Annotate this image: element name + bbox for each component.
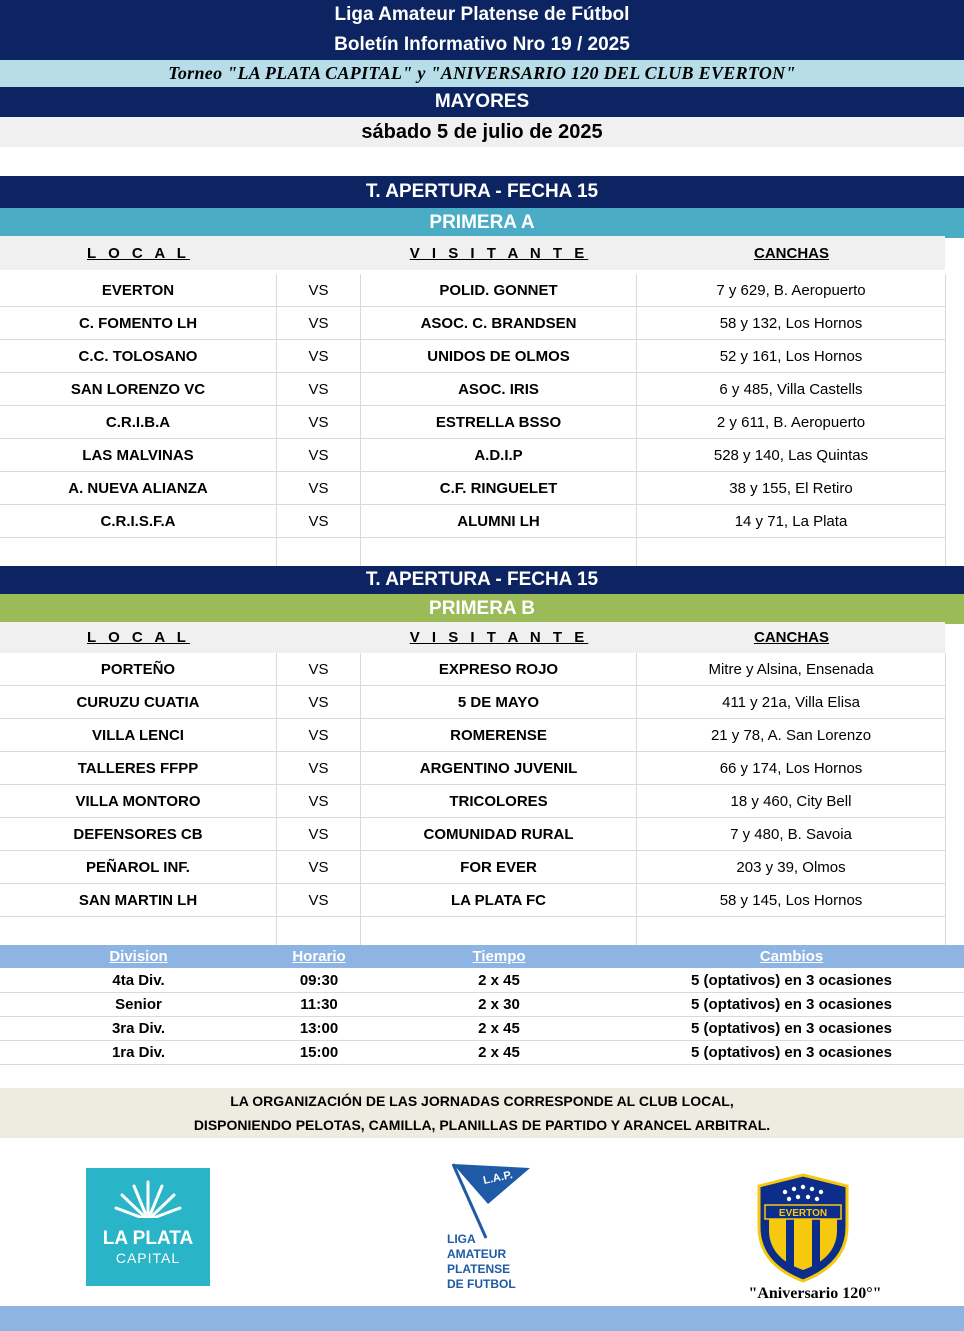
match-vs: VS	[277, 719, 361, 751]
match-row	[0, 274, 946, 307]
match-vs: VS	[277, 406, 361, 438]
match-local-team: C. FOMENTO LH	[0, 307, 277, 339]
schedule-header-cambios: Cambios	[759, 948, 824, 965]
schedule-row	[0, 1041, 964, 1065]
match-date-text: sábado 5 de julio de 2025	[361, 120, 603, 143]
match-local-team: DEFENSORES CB	[0, 818, 277, 850]
match-visiting-team: POLID. GONNET	[361, 274, 637, 306]
schedule-division: 1ra Div.	[111, 1044, 166, 1061]
match-vs: VS	[277, 686, 361, 718]
match-vs: VS	[277, 851, 361, 883]
primera-a-round	[0, 176, 964, 208]
match-visiting-team: ROMERENSE	[361, 719, 637, 751]
schedule-time: 13:00	[299, 1020, 339, 1037]
column-local: L O C A L	[87, 244, 190, 262]
schedule-duration: 2 x 45	[478, 972, 520, 989]
match-field: 411 y 21a, Villa Elisa	[637, 686, 946, 718]
note-line-2: DISPONIENDO PELOTAS, CAMILLA, PLANILLAS DE PARTIDO Y ARANCEL ARBITRAL.	[193, 1117, 771, 1133]
match-vs: VS	[277, 653, 361, 685]
lap-logo-text	[447, 1232, 516, 1292]
match-field: 18 y 460, City Bell	[637, 785, 946, 817]
lpc-logo-line-2: CAPITAL	[115, 1250, 181, 1266]
schedule-duration: 2 x 30	[478, 996, 520, 1013]
match-row	[0, 307, 946, 340]
match-local-team: CURUZU CUATIA	[0, 686, 277, 718]
schedule-division: Senior	[115, 996, 162, 1013]
match-visiting-team: C.F. RINGUELET	[361, 472, 637, 504]
match-local-team: EVERTON	[0, 274, 277, 306]
schedule-substitutions: 5 (optativos) en 3 ocasiones	[691, 972, 892, 989]
match-field: 66 y 174, Los Hornos	[637, 752, 946, 784]
match-row	[0, 340, 946, 373]
match-visiting-team: UNIDOS DE OLMOS	[361, 340, 637, 372]
schedule-header-tiempo: Tiempo	[472, 948, 526, 965]
match-vs: VS	[277, 340, 361, 372]
everton-crest-icon	[755, 1172, 851, 1284]
primera-b-column-headers	[0, 622, 945, 653]
primera-a-division	[0, 208, 964, 238]
match-row	[0, 752, 946, 785]
match-local-team: VILLA LENCI	[0, 719, 277, 751]
column-local: L O C A L	[87, 629, 190, 646]
match-field: Mitre y Alsina, Ensenada	[637, 653, 946, 685]
schedule-duration: 2 x 45	[478, 1044, 520, 1061]
footer-bar	[0, 1306, 964, 1331]
primera-b-table	[0, 653, 946, 943]
match-row	[0, 686, 946, 719]
match-field: 528 y 140, Las Quintas	[637, 439, 946, 471]
match-visiting-team: ARGENTINO JUVENIL	[361, 752, 637, 784]
match-local-team: LAS MALVINAS	[0, 439, 277, 471]
primera-a-round-text: T. APERTURA - FECHA 15	[365, 181, 599, 202]
primera-b-division-text: PRIMERA B	[429, 598, 535, 619]
lap-line-1: LIGA	[447, 1232, 476, 1246]
primera-a-column-headers	[0, 236, 945, 270]
primera-b-round-text: T. APERTURA - FECHA 15	[365, 569, 599, 590]
match-vs: VS	[277, 274, 361, 306]
match-visiting-team: ALUMNI LH	[361, 505, 637, 537]
league-title-text: Liga Amateur Platense de Fútbol	[334, 4, 630, 25]
match-visiting-team: ASOC. C. BRANDSEN	[361, 307, 637, 339]
schedule-header	[0, 945, 964, 968]
match-visiting-team: FOR EVER	[361, 851, 637, 883]
match-row	[0, 472, 946, 505]
match-vs: VS	[277, 472, 361, 504]
match-local-team: SAN LORENZO VC	[0, 373, 277, 405]
schedule-row	[0, 993, 964, 1017]
match-local-team: C.C. TOLOSANO	[0, 340, 277, 372]
lap-line-4: DE FUTBOL	[447, 1277, 516, 1291]
schedule-time: 15:00	[299, 1044, 339, 1061]
primera-a-division-text: PRIMERA A	[429, 212, 535, 233]
match-row	[0, 884, 946, 917]
match-field: 52 y 161, Los Hornos	[637, 340, 946, 372]
match-row	[0, 851, 946, 884]
match-visiting-team: EXPRESO ROJO	[361, 653, 637, 685]
match-field: 7 y 629, B. Aeropuerto	[637, 274, 946, 306]
match-local-team: PEÑAROL INF.	[0, 851, 277, 883]
schedule-substitutions: 5 (optativos) en 3 ocasiones	[691, 1020, 892, 1037]
match-vs: VS	[277, 307, 361, 339]
schedule-row	[0, 1017, 964, 1041]
match-field: 58 y 132, Los Hornos	[637, 307, 946, 339]
match-visiting-team: COMUNIDAD RURAL	[361, 818, 637, 850]
league-title	[0, 0, 964, 30]
lap-flag-icon	[448, 1160, 538, 1240]
everton-crest-text: EVERTON	[778, 1208, 828, 1219]
match-date	[0, 117, 964, 147]
schedule-substitutions: 5 (optativos) en 3 ocasiones	[691, 996, 892, 1013]
match-local-team: VILLA MONTORO	[0, 785, 277, 817]
schedule-row	[0, 969, 964, 993]
match-vs: VS	[277, 785, 361, 817]
match-visiting-team: TRICOLORES	[361, 785, 637, 817]
column-canchas: CANCHAS	[754, 629, 829, 646]
match-row	[0, 439, 946, 472]
match-row	[0, 719, 946, 752]
lap-flag-text: L.A.P.	[482, 1169, 514, 1187]
match-field: 38 y 155, El Retiro	[637, 472, 946, 504]
sun-rays-icon	[86, 1168, 210, 1228]
schedule-time: 09:30	[299, 972, 339, 989]
match-row	[0, 406, 946, 439]
match-visiting-team: LA PLATA FC	[361, 884, 637, 916]
tournament-title	[0, 60, 964, 87]
la-plata-capital-logo	[86, 1168, 210, 1286]
match-row	[0, 818, 946, 851]
schedule-header-division: Division	[109, 948, 168, 965]
match-local-team: A. NUEVA ALIANZA	[0, 472, 277, 504]
match-vs: VS	[277, 884, 361, 916]
match-local-team: PORTEÑO	[0, 653, 277, 685]
lpc-logo-line-1: LA PLATA	[102, 1228, 194, 1249]
column-canchas: CANCHAS	[754, 244, 829, 262]
schedule-division: 4ta Div.	[112, 972, 165, 989]
primera-a-table	[0, 274, 946, 566]
schedule-substitutions: 5 (optativos) en 3 ocasiones	[691, 1044, 892, 1061]
bulletin-title	[0, 30, 964, 60]
match-field: 7 y 480, B. Savoia	[637, 818, 946, 850]
match-local-team: C.R.I.B.A	[0, 406, 277, 438]
schedule-time: 11:30	[300, 996, 338, 1013]
column-visitante: V I S I T A N T E	[409, 629, 589, 646]
match-vs: VS	[277, 505, 361, 537]
match-local-team: SAN MARTIN LH	[0, 884, 277, 916]
match-local-team: TALLERES FFPP	[0, 752, 277, 784]
category-title-text: MAYORES	[434, 91, 530, 112]
match-vs: VS	[277, 752, 361, 784]
match-field: 14 y 71, La Plata	[637, 505, 946, 537]
match-field: 203 y 39, Olmos	[637, 851, 946, 883]
match-field: 6 y 485, Villa Castells	[637, 373, 946, 405]
match-field: 58 y 145, Los Hornos	[637, 884, 946, 916]
schedule-duration: 2 x 45	[478, 1020, 520, 1037]
match-local-team: C.R.I.S.F.A	[0, 505, 277, 537]
match-visiting-team: ASOC. IRIS	[361, 373, 637, 405]
match-field: 2 y 611, B. Aeropuerto	[637, 406, 946, 438]
match-visiting-team: 5 DE MAYO	[361, 686, 637, 718]
match-field: 21 y 78, A. San Lorenzo	[637, 719, 946, 751]
primera-b-division	[0, 594, 964, 624]
match-visiting-team: ESTRELLA BSSO	[361, 406, 637, 438]
note-line-1: LA ORGANIZACIÓN DE LAS JORNADAS CORRESPONDE AL CLUB LOCAL,	[230, 1093, 734, 1109]
aniversario-caption: "Aniversario 120°"	[748, 1285, 882, 1302]
column-visitante: V I S I T A N T E	[409, 244, 589, 262]
bulletin-title-text: Boletín Informativo Nro 19 / 2025	[334, 34, 630, 55]
match-row	[0, 373, 946, 406]
match-visiting-team: A.D.I.P	[361, 439, 637, 471]
tournament-title-text: Torneo "LA PLATA CAPITAL" y "ANIVERSARIO 120 DEL CLUB EVERTON"	[168, 63, 796, 83]
lap-line-3: PLATENSE	[447, 1262, 511, 1276]
category-title	[0, 87, 964, 117]
lap-line-2: AMATEUR	[447, 1247, 507, 1261]
primera-b-round	[0, 566, 964, 594]
schedule-division: 3ra Div.	[111, 1020, 166, 1037]
match-row	[0, 785, 946, 818]
match-vs: VS	[277, 439, 361, 471]
schedule-header-horario: Horario	[292, 948, 346, 965]
match-row	[0, 505, 946, 538]
match-vs: VS	[277, 373, 361, 405]
match-row	[0, 653, 946, 686]
organization-note	[0, 1088, 964, 1138]
match-vs: VS	[277, 818, 361, 850]
